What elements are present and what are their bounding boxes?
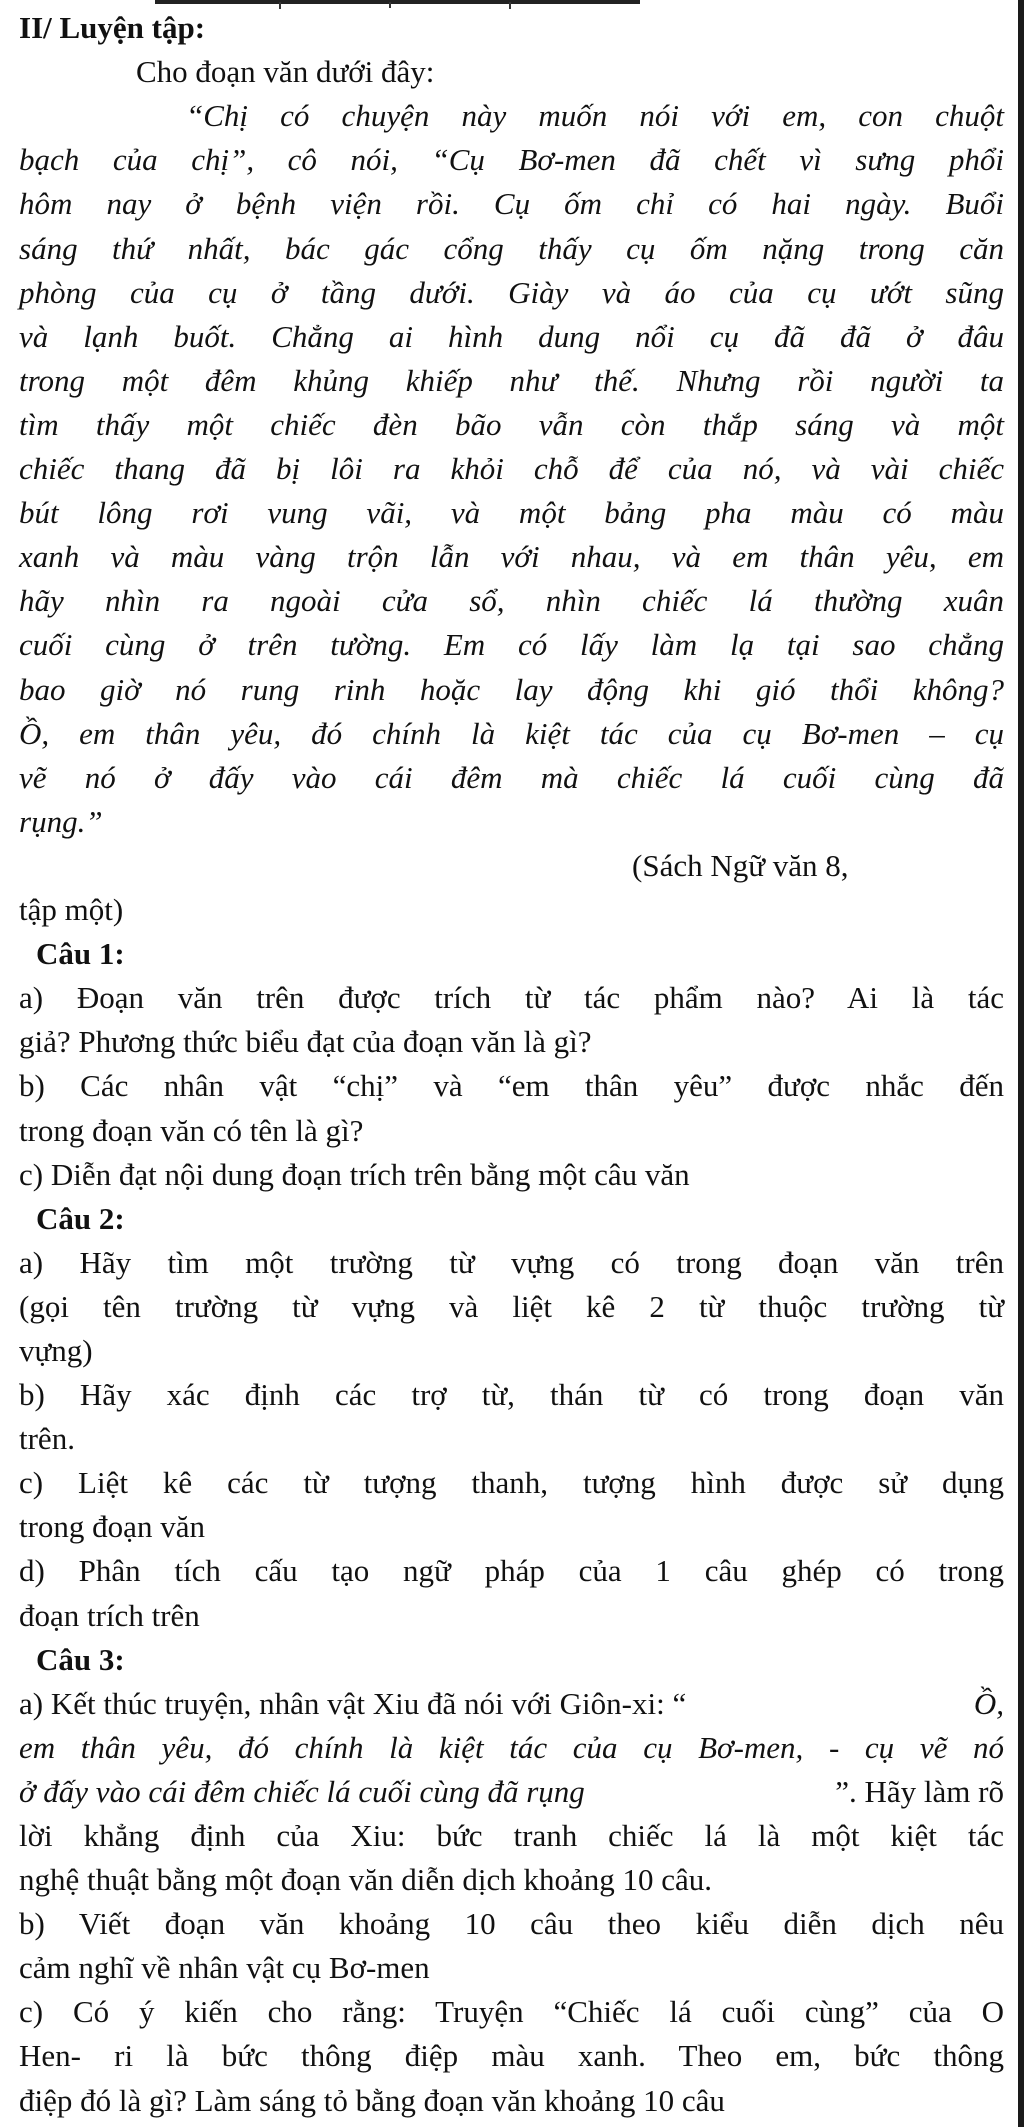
passage-line: hôm nay ở bệnh viện rồi. Cụ ốm chỉ có hai ngày. Buổi [19, 186, 1004, 221]
question-line: vựng) [19, 1333, 93, 1368]
question-line: c) Có ý kiến cho rằng: Truyện “Chiếc lá cuối cùng” của O [19, 1994, 1004, 2029]
passage-line: trong một đêm khủng khiếp như thế. Nhưng rồi người ta [19, 363, 1004, 398]
section-heading: II/ Luyện tập: [19, 10, 206, 45]
question-line: c) Liệt kê các từ tượng thanh, tượng hình được sử dụng [19, 1465, 1004, 1500]
question-1-title: Câu 1: [36, 936, 125, 971]
passage-line: bao giờ nó rung rinh hoặc lay động khi gió thổi không? [19, 672, 1004, 707]
passage-line: Ồ, em thân yêu, đó chính là kiệt tác của cụ Bơ-men – cụ [19, 716, 1004, 751]
question-3a-text: a) Kết thúc truyện, nhân vật Xiu đã nói với Giôn-xi: “ [19, 1686, 687, 1721]
source-citation: (Sách Ngữ văn 8, [632, 848, 849, 883]
passage-line: vẽ nó ở đấy vào cái đêm mà chiếc lá cuối cùng đã [19, 760, 1004, 795]
question-3a-quote: ở đấy vào cái đêm chiếc lá cuối cùng đã rụng [19, 1774, 585, 1809]
question-line: trong đoạn văn có tên là gì? [19, 1113, 364, 1148]
question-line: b) Viết đoạn văn khoảng 10 câu theo kiểu diễn dịch nêu [19, 1906, 1004, 1941]
passage-line: chiếc thang đã bị lôi ra khỏi chỗ để của nó, và vài chiếc [19, 451, 1004, 486]
question-3a-quote: em thân yêu, đó chính là kiệt tác của cụ Bơ-men, - cụ vẽ nó [19, 1730, 1004, 1765]
top-edge-marks [250, 0, 570, 10]
question-line: (gọi tên trường từ vựng và liệt kê 2 từ thuộc trường từ [19, 1289, 1004, 1324]
question-line: nghệ thuật bằng một đoạn văn diễn dịch khoảng 10 câu. [19, 1862, 713, 1897]
passage-line: tìm thấy một chiếc đèn bão vẫn còn thắp sáng và một [19, 407, 1004, 442]
question-line: trong đoạn văn [19, 1509, 205, 1544]
question-line: b) Hãy xác định các trợ từ, thán từ có trong đoạn văn [19, 1377, 1004, 1412]
question-3-title: Câu 3: [36, 1642, 125, 1677]
source-citation-cont: tập một) [19, 892, 124, 927]
question-2-title: Câu 2: [36, 1201, 125, 1236]
intro-text: Cho đoạn văn dưới đây: [136, 54, 435, 89]
question-line: d) Phân tích cấu tạo ngữ pháp của 1 câu ghép có trong [19, 1553, 1004, 1588]
question-line [19, 1684, 1004, 1724]
question-3a-quote: Ồ, [973, 1686, 1004, 1721]
question-line: trên. [19, 1421, 75, 1456]
question-line: a) Đoạn văn trên được trích từ tác phẩm nào? Ai là tác [19, 980, 1004, 1015]
question-line [19, 1772, 1004, 1812]
passage-line: bút lông rơi vung vãi, và một bảng pha màu có màu [19, 495, 1004, 530]
passage-line: phòng của cụ ở tầng dưới. Giày và áo của cụ ướt sũng [19, 275, 1004, 310]
question-line: a) Hãy tìm một trường từ vựng có trong đoạn văn trên [19, 1245, 1004, 1280]
question-line: b) Các nhân vật “chị” và “em thân yêu” được nhắc đến [19, 1068, 1004, 1103]
passage-line: bạch của chị”, cô nói, “Cụ Bơ-men đã chết vì sưng phổi [19, 142, 1004, 177]
passage-line: cuối cùng ở trên tường. Em có lấy làm lạ tại sao chẳng [19, 627, 1004, 662]
question-line: cảm nghĩ về nhân vật cụ Bơ-men [19, 1950, 430, 1985]
passage-line: hãy nhìn ra ngoài cửa sổ, nhìn chiếc lá thường xuân [19, 583, 1004, 618]
question-line: giả? Phương thức biểu đạt của đoạn văn là gì? [19, 1024, 592, 1059]
question-line: lời khẳng định của Xiu: bức tranh chiếc lá là một kiệt tác [19, 1818, 1004, 1853]
passage-line: rụng.” [19, 804, 103, 839]
right-page-border [1018, 0, 1024, 2127]
passage-line: và lạnh buốt. Chẳng ai hình dung nổi cụ đã đã ở đâu [19, 319, 1004, 354]
passage-line: “Chị có chuyện này muốn nói với em, con chuột [186, 98, 1004, 133]
question-line-overflow: điệp đó là gì? Làm sáng tỏ bằng đoạn văn khoảng 10 câu [19, 2083, 725, 2118]
question-line: đoạn trích trên [19, 1598, 200, 1633]
question-3a-text: ”. Hãy làm rõ [835, 1774, 1004, 1809]
passage-line: xanh và màu vàng trộn lẫn với nhau, và em thân yêu, em [19, 539, 1004, 574]
passage-line: sáng thứ nhất, bác gác cổng thấy cụ ốm nặng trong căn [19, 231, 1004, 266]
question-line: Hen- ri là bức thông điệp màu xanh. Theo em, bức thông [19, 2038, 1004, 2073]
question-line: c) Diễn đạt nội dung đoạn trích trên bằng một câu văn [19, 1157, 690, 1192]
